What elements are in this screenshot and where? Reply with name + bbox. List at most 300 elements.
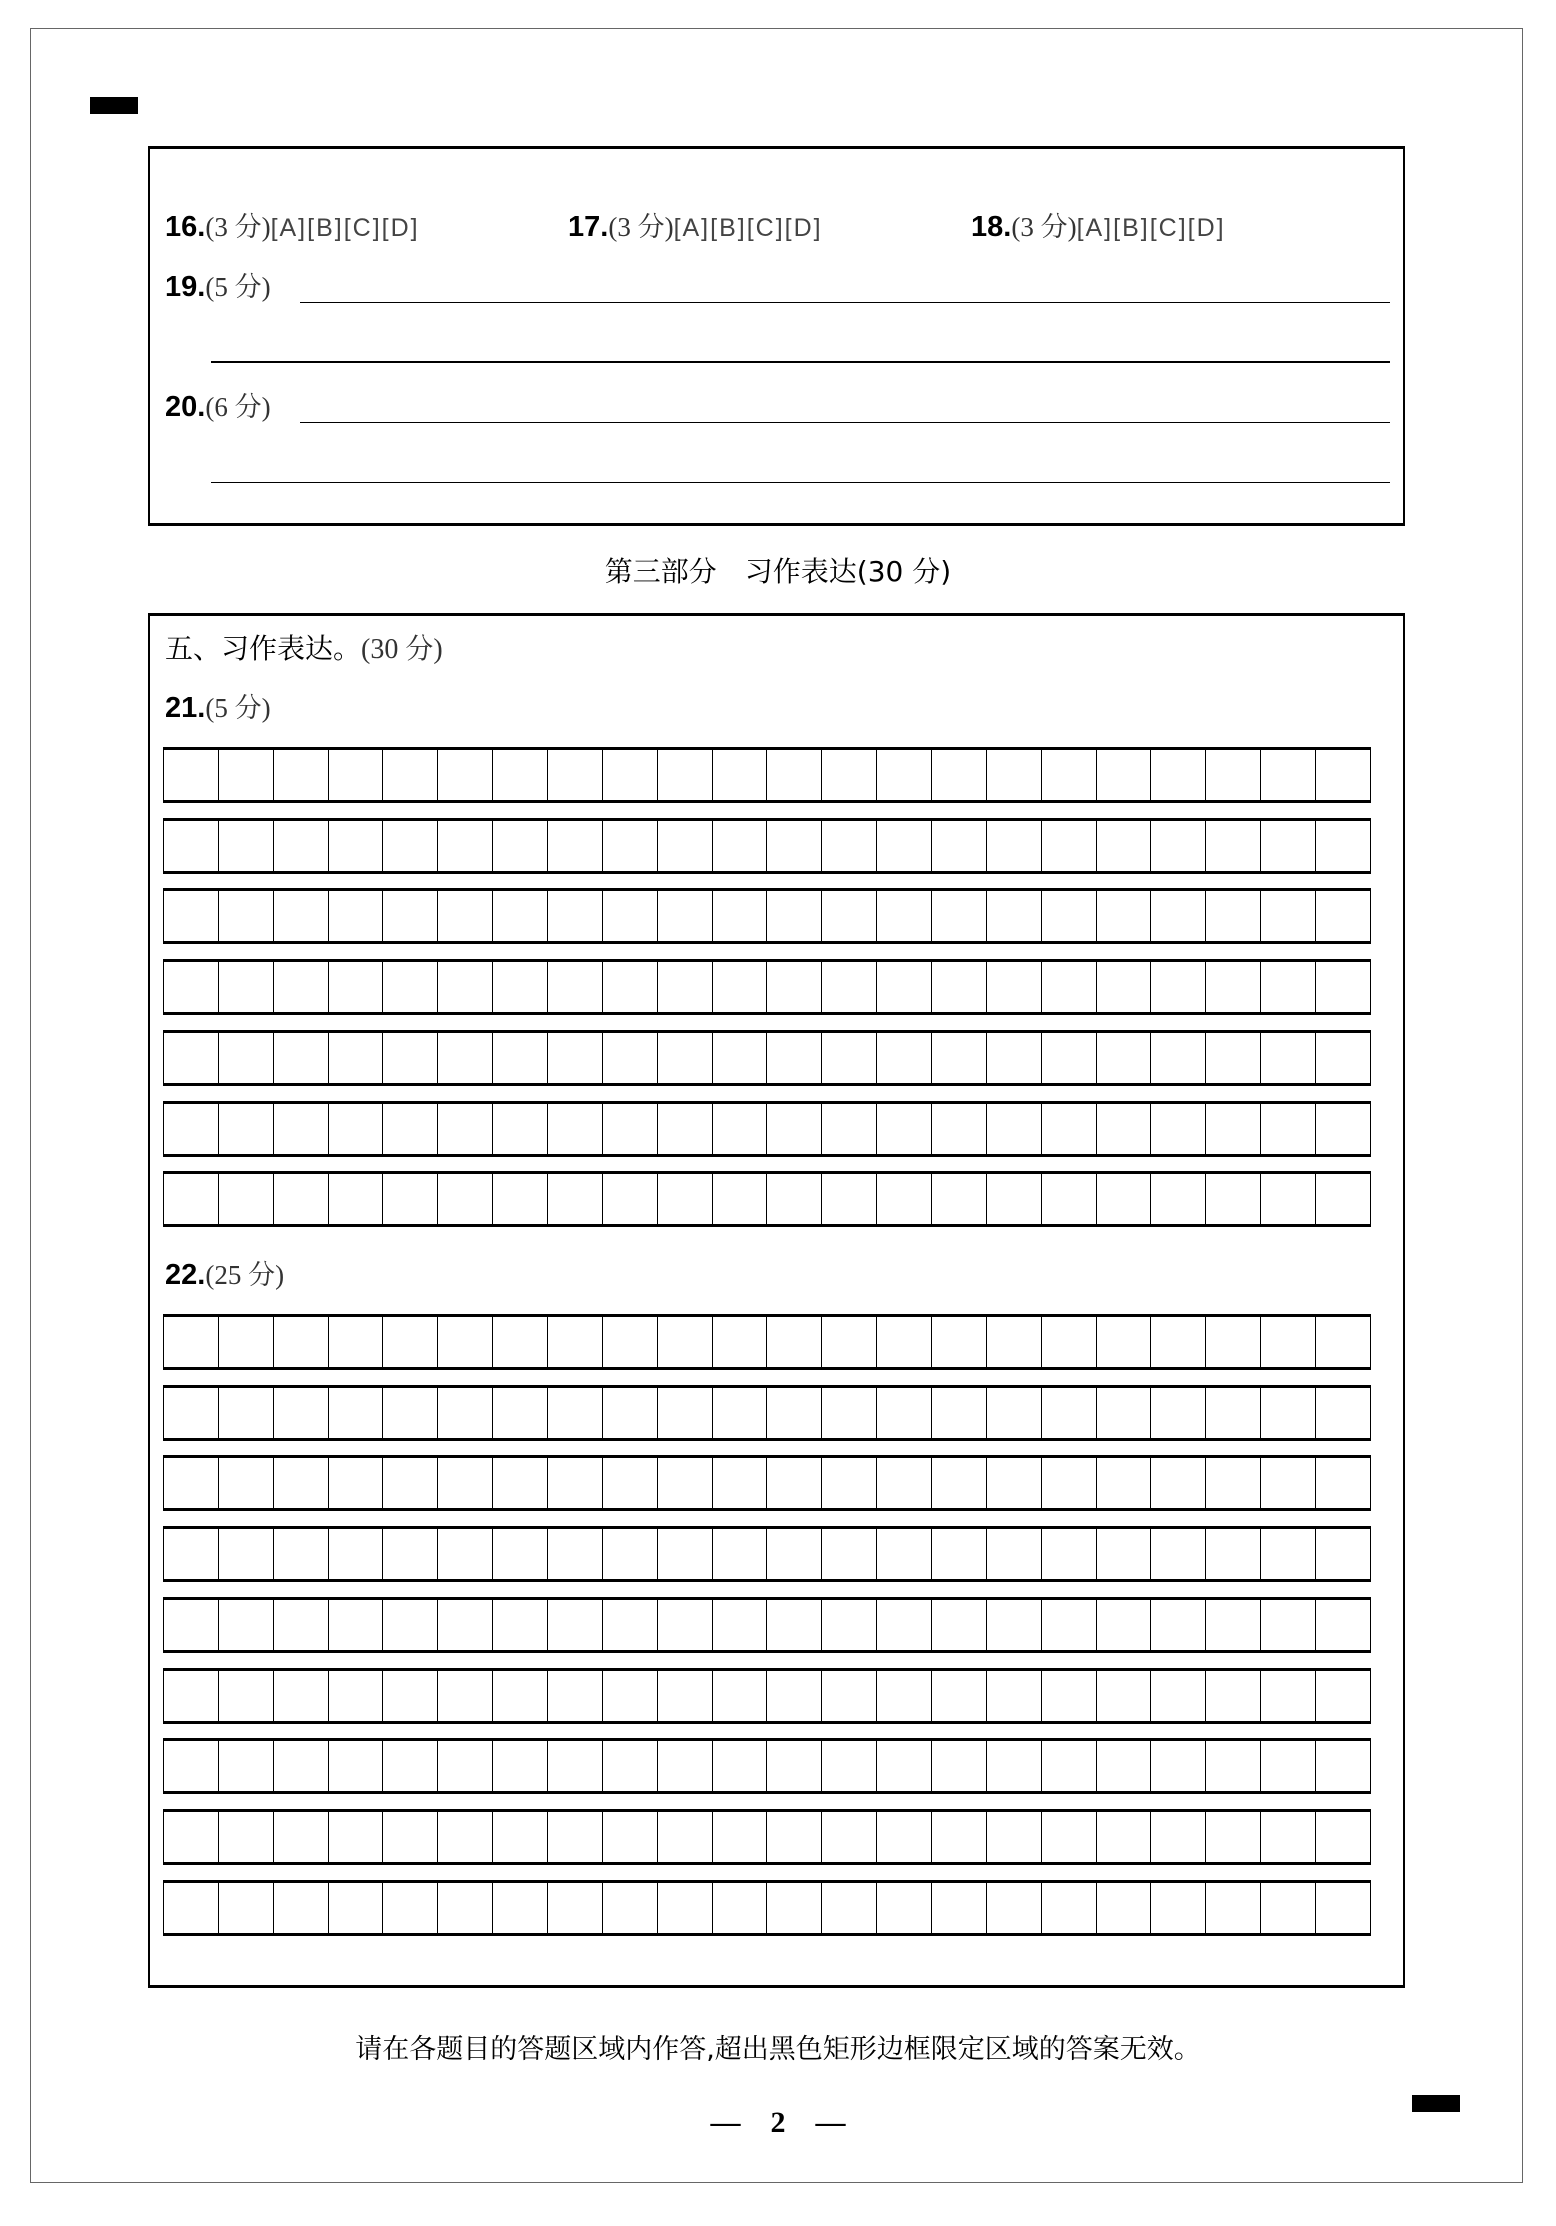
grid-cell[interactable] (1206, 750, 1261, 800)
grid-cell[interactable] (658, 1529, 713, 1579)
grid-cell[interactable] (1097, 1104, 1152, 1154)
grid-cell[interactable] (493, 1388, 548, 1438)
question-18[interactable] (971, 205, 1226, 244)
grid-cell[interactable] (1042, 1104, 1097, 1154)
grid-cell[interactable] (1042, 821, 1097, 871)
grid-cell[interactable] (274, 1317, 329, 1367)
grid-cell[interactable] (1206, 1174, 1261, 1224)
grid-cell[interactable] (822, 750, 877, 800)
grid-cell[interactable] (548, 1883, 603, 1933)
grid-cell[interactable] (822, 1033, 877, 1083)
grid-cell[interactable] (1042, 891, 1097, 941)
grid-cell[interactable] (987, 1317, 1042, 1367)
grid-cell[interactable] (603, 891, 658, 941)
question-17[interactable] (568, 205, 823, 244)
grid-cell[interactable] (1097, 750, 1152, 800)
grid-cell[interactable] (658, 1174, 713, 1224)
grid-cell[interactable] (493, 821, 548, 871)
grid-cell[interactable] (493, 1883, 548, 1933)
grid-cell[interactable] (658, 1033, 713, 1083)
grid-cell[interactable] (1042, 1812, 1097, 1862)
grid-cell[interactable] (493, 750, 548, 800)
grid-cell[interactable] (1042, 1388, 1097, 1438)
grid-cell[interactable] (932, 1174, 987, 1224)
grid-cell[interactable] (767, 1458, 822, 1508)
grid-cell[interactable] (822, 821, 877, 871)
grid-cell[interactable] (1151, 1600, 1206, 1650)
grid-cell[interactable] (274, 1033, 329, 1083)
grid-cell[interactable] (932, 1388, 987, 1438)
grid-cell[interactable] (658, 821, 713, 871)
grid-cell[interactable] (767, 1741, 822, 1791)
grid-cell[interactable] (713, 1388, 768, 1438)
grid-cell[interactable] (438, 1458, 493, 1508)
grid-cell[interactable] (822, 1458, 877, 1508)
grid-cell[interactable] (219, 1388, 274, 1438)
grid-cell[interactable] (493, 962, 548, 1012)
grid-cell[interactable] (1042, 1174, 1097, 1224)
grid-cell[interactable] (1151, 1671, 1206, 1721)
grid-cell[interactable] (1261, 1812, 1316, 1862)
grid-cell[interactable] (1042, 1033, 1097, 1083)
grid-cell[interactable] (603, 821, 658, 871)
grid-cell[interactable] (1316, 1104, 1371, 1154)
grid-cell[interactable] (1097, 1174, 1152, 1224)
grid-cell[interactable] (1206, 1033, 1261, 1083)
grid-cell[interactable] (767, 1388, 822, 1438)
grid-cell[interactable] (1151, 1317, 1206, 1367)
grid-cell[interactable] (329, 1317, 384, 1367)
grid-cell[interactable] (274, 1458, 329, 1508)
grid-cell[interactable] (383, 1033, 438, 1083)
grid-cell[interactable] (219, 1458, 274, 1508)
grid-cell[interactable] (219, 821, 274, 871)
grid-cell[interactable] (877, 1529, 932, 1579)
grid-cell[interactable] (603, 1883, 658, 1933)
grid-cell[interactable] (1316, 1174, 1371, 1224)
grid-cell[interactable] (438, 1671, 493, 1721)
grid-cell[interactable] (713, 1104, 768, 1154)
answer-line-19a[interactable] (300, 302, 1390, 303)
grid-cell[interactable] (1151, 1104, 1206, 1154)
grid-cell[interactable] (274, 1529, 329, 1579)
grid-cell[interactable] (877, 1741, 932, 1791)
question-16[interactable] (165, 205, 420, 244)
grid-cell[interactable] (1316, 1458, 1371, 1508)
grid-cell[interactable] (713, 1741, 768, 1791)
grid-cell[interactable] (1206, 962, 1261, 1012)
grid-cell[interactable] (329, 750, 384, 800)
grid-cell[interactable] (164, 1174, 219, 1224)
grid-cell[interactable] (1261, 1104, 1316, 1154)
grid-cell[interactable] (1261, 1174, 1316, 1224)
choice-options[interactable]: [A][B][C][D] (270, 214, 420, 242)
grid-cell[interactable] (329, 1671, 384, 1721)
grid-cell[interactable] (1097, 1812, 1152, 1862)
grid-cell[interactable] (1261, 1033, 1316, 1083)
grid-cell[interactable] (877, 1458, 932, 1508)
grid-cell[interactable] (713, 821, 768, 871)
grid-cell[interactable] (1206, 821, 1261, 871)
grid-cell[interactable] (932, 1883, 987, 1933)
grid-cell[interactable] (767, 1317, 822, 1367)
grid-cell[interactable] (548, 1104, 603, 1154)
grid-cell[interactable] (274, 891, 329, 941)
grid-cell[interactable] (1206, 1671, 1261, 1721)
grid-cell[interactable] (1042, 1600, 1097, 1650)
grid-cell[interactable] (1206, 1458, 1261, 1508)
grid-cell[interactable] (274, 1104, 329, 1154)
grid-cell[interactable] (932, 962, 987, 1012)
grid-cell[interactable] (713, 962, 768, 1012)
grid-cell[interactable] (822, 1812, 877, 1862)
grid-cell[interactable] (438, 1104, 493, 1154)
grid-cell[interactable] (1261, 1529, 1316, 1579)
grid-cell[interactable] (219, 1317, 274, 1367)
grid-cell[interactable] (1042, 750, 1097, 800)
grid-cell[interactable] (603, 1741, 658, 1791)
grid-cell[interactable] (603, 1458, 658, 1508)
grid-cell[interactable] (493, 1741, 548, 1791)
grid-cell[interactable] (1261, 1600, 1316, 1650)
grid-cell[interactable] (767, 750, 822, 800)
grid-cell[interactable] (987, 1033, 1042, 1083)
grid-cell[interactable] (877, 891, 932, 941)
grid-cell[interactable] (438, 891, 493, 941)
grid-cell[interactable] (1261, 821, 1316, 871)
grid-cell[interactable] (822, 962, 877, 1012)
grid-cell[interactable] (1097, 1529, 1152, 1579)
grid-cell[interactable] (932, 1812, 987, 1862)
grid-cell[interactable] (603, 1104, 658, 1154)
grid-cell[interactable] (877, 962, 932, 1012)
grid-cell[interactable] (1316, 1883, 1371, 1933)
grid-cell[interactable] (767, 1812, 822, 1862)
grid-cell[interactable] (932, 1671, 987, 1721)
grid-cell[interactable] (438, 1529, 493, 1579)
grid-cell[interactable] (493, 1033, 548, 1083)
grid-cell[interactable] (219, 1671, 274, 1721)
grid-cell[interactable] (329, 1104, 384, 1154)
grid-cell[interactable] (877, 750, 932, 800)
grid-cell[interactable] (383, 1741, 438, 1791)
grid-cell[interactable] (767, 1883, 822, 1933)
grid-cell[interactable] (877, 1812, 932, 1862)
grid-cell[interactable] (164, 1529, 219, 1579)
grid-cell[interactable] (329, 891, 384, 941)
grid-cell[interactable] (658, 1317, 713, 1367)
grid-cell[interactable] (438, 1883, 493, 1933)
grid-cell[interactable] (1316, 821, 1371, 871)
grid-cell[interactable] (164, 1104, 219, 1154)
grid-cell[interactable] (987, 1600, 1042, 1650)
grid-cell[interactable] (219, 1033, 274, 1083)
grid-cell[interactable] (822, 1529, 877, 1579)
grid-cell[interactable] (603, 1671, 658, 1721)
grid-cell[interactable] (1316, 1600, 1371, 1650)
grid-cell[interactable] (548, 1033, 603, 1083)
grid-cell[interactable] (274, 1741, 329, 1791)
grid-cell[interactable] (658, 750, 713, 800)
grid-cell[interactable] (987, 1458, 1042, 1508)
grid-cell[interactable] (1316, 1529, 1371, 1579)
grid-cell[interactable] (164, 962, 219, 1012)
grid-cell[interactable] (1261, 1741, 1316, 1791)
grid-cell[interactable] (383, 962, 438, 1012)
grid-cell[interactable] (987, 1104, 1042, 1154)
grid-cell[interactable] (164, 750, 219, 800)
grid-cell[interactable] (877, 1104, 932, 1154)
grid-cell[interactable] (548, 1388, 603, 1438)
grid-cell[interactable] (1261, 1671, 1316, 1721)
grid-cell[interactable] (383, 1388, 438, 1438)
grid-cell[interactable] (987, 891, 1042, 941)
choice-options[interactable]: [A][B][C][D] (673, 214, 823, 242)
grid-cell[interactable] (932, 891, 987, 941)
grid-cell[interactable] (658, 1388, 713, 1438)
answer-line-19b[interactable] (211, 361, 1390, 363)
grid-cell[interactable] (1261, 750, 1316, 800)
grid-cell[interactable] (987, 1388, 1042, 1438)
grid-cell[interactable] (1097, 891, 1152, 941)
grid-cell[interactable] (329, 1458, 384, 1508)
grid-cell[interactable] (548, 962, 603, 1012)
grid-cell[interactable] (767, 962, 822, 1012)
grid-cell[interactable] (767, 891, 822, 941)
grid-cell[interactable] (493, 1600, 548, 1650)
grid-cell[interactable] (274, 1600, 329, 1650)
grid-cell[interactable] (713, 891, 768, 941)
grid-cell[interactable] (1261, 1458, 1316, 1508)
grid-cell[interactable] (1206, 1104, 1261, 1154)
grid-cell[interactable] (1261, 962, 1316, 1012)
grid-cell[interactable] (713, 1317, 768, 1367)
grid-cell[interactable] (548, 1812, 603, 1862)
grid-cell[interactable] (932, 1458, 987, 1508)
grid-cell[interactable] (1206, 1600, 1261, 1650)
grid-cell[interactable] (274, 750, 329, 800)
grid-cell[interactable] (329, 1033, 384, 1083)
grid-cell[interactable] (1042, 1529, 1097, 1579)
grid-cell[interactable] (877, 1174, 932, 1224)
grid-cell[interactable] (877, 821, 932, 871)
grid-cell[interactable] (164, 1812, 219, 1862)
grid-cell[interactable] (219, 1104, 274, 1154)
grid-cell[interactable] (1151, 891, 1206, 941)
grid-cell[interactable] (548, 1317, 603, 1367)
grid-cell[interactable] (822, 1741, 877, 1791)
grid-cell[interactable] (1316, 1388, 1371, 1438)
grid-cell[interactable] (164, 1741, 219, 1791)
grid-cell[interactable] (1097, 1388, 1152, 1438)
grid-cell[interactable] (932, 1317, 987, 1367)
grid-cell[interactable] (548, 1741, 603, 1791)
grid-cell[interactable] (329, 1388, 384, 1438)
grid-cell[interactable] (438, 1741, 493, 1791)
grid-cell[interactable] (383, 1104, 438, 1154)
grid-cell[interactable] (493, 1812, 548, 1862)
grid-cell[interactable] (1097, 1317, 1152, 1367)
grid-cell[interactable] (1097, 1033, 1152, 1083)
grid-cell[interactable] (932, 1033, 987, 1083)
grid-cell[interactable] (274, 1671, 329, 1721)
grid-cell[interactable] (329, 1174, 384, 1224)
grid-cell[interactable] (1151, 821, 1206, 871)
grid-cell[interactable] (548, 750, 603, 800)
grid-cell[interactable] (603, 1600, 658, 1650)
grid-cell[interactable] (164, 1883, 219, 1933)
grid-cell[interactable] (1261, 1388, 1316, 1438)
grid-cell[interactable] (1042, 962, 1097, 1012)
answer-line-20b[interactable] (211, 482, 1390, 483)
grid-cell[interactable] (164, 821, 219, 871)
grid-cell[interactable] (822, 1600, 877, 1650)
grid-cell[interactable] (603, 1174, 658, 1224)
grid-cell[interactable] (658, 1741, 713, 1791)
grid-cell[interactable] (603, 1033, 658, 1083)
grid-cell[interactable] (713, 1671, 768, 1721)
grid-cell[interactable] (603, 750, 658, 800)
grid-cell[interactable] (1097, 1600, 1152, 1650)
grid-cell[interactable] (1316, 1741, 1371, 1791)
grid-cell[interactable] (658, 1104, 713, 1154)
grid-cell[interactable] (877, 1600, 932, 1650)
grid-cell[interactable] (603, 1529, 658, 1579)
grid-cell[interactable] (1042, 1671, 1097, 1721)
grid-cell[interactable] (383, 1317, 438, 1367)
grid-cell[interactable] (219, 1600, 274, 1650)
grid-cell[interactable] (164, 891, 219, 941)
grid-cell[interactable] (1151, 1883, 1206, 1933)
grid-cell[interactable] (1206, 1317, 1261, 1367)
grid-cell[interactable] (438, 962, 493, 1012)
grid-cell[interactable] (767, 1529, 822, 1579)
grid-cell[interactable] (767, 821, 822, 871)
grid-cell[interactable] (767, 1174, 822, 1224)
grid-cell[interactable] (932, 1529, 987, 1579)
grid-cell[interactable] (987, 1671, 1042, 1721)
grid-cell[interactable] (1206, 891, 1261, 941)
grid-cell[interactable] (877, 1883, 932, 1933)
grid-cell[interactable] (164, 1600, 219, 1650)
grid-cell[interactable] (1316, 1317, 1371, 1367)
grid-cell[interactable] (713, 1174, 768, 1224)
grid-cell[interactable] (438, 1388, 493, 1438)
grid-cell[interactable] (822, 1174, 877, 1224)
grid-cell[interactable] (1261, 1317, 1316, 1367)
grid-cell[interactable] (1206, 1883, 1261, 1933)
grid-cell[interactable] (932, 750, 987, 800)
grid-cell[interactable] (932, 1741, 987, 1791)
grid-cell[interactable] (877, 1033, 932, 1083)
grid-cell[interactable] (932, 821, 987, 871)
grid-cell[interactable] (1316, 1033, 1371, 1083)
grid-cell[interactable] (822, 1317, 877, 1367)
grid-cell[interactable] (329, 1883, 384, 1933)
grid-cell[interactable] (1206, 1741, 1261, 1791)
grid-cell[interactable] (438, 750, 493, 800)
grid-cell[interactable] (1151, 962, 1206, 1012)
grid-cell[interactable] (713, 1883, 768, 1933)
grid-cell[interactable] (1261, 891, 1316, 941)
grid-cell[interactable] (1151, 1529, 1206, 1579)
grid-cell[interactable] (383, 750, 438, 800)
grid-cell[interactable] (164, 1033, 219, 1083)
grid-cell[interactable] (274, 1812, 329, 1862)
grid-cell[interactable] (1206, 1388, 1261, 1438)
grid-cell[interactable] (987, 1529, 1042, 1579)
grid-cell[interactable] (1261, 1883, 1316, 1933)
grid-cell[interactable] (658, 1883, 713, 1933)
grid-cell[interactable] (548, 1600, 603, 1650)
grid-cell[interactable] (383, 1458, 438, 1508)
grid-cell[interactable] (493, 1317, 548, 1367)
grid-cell[interactable] (219, 1174, 274, 1224)
grid-cell[interactable] (164, 1458, 219, 1508)
grid-cell[interactable] (274, 821, 329, 871)
grid-cell[interactable] (658, 1812, 713, 1862)
grid-cell[interactable] (164, 1317, 219, 1367)
grid-cell[interactable] (383, 1529, 438, 1579)
grid-cell[interactable] (1316, 1812, 1371, 1862)
grid-cell[interactable] (987, 1883, 1042, 1933)
grid-cell[interactable] (713, 1033, 768, 1083)
grid-cell[interactable] (1316, 962, 1371, 1012)
grid-cell[interactable] (1042, 1883, 1097, 1933)
grid-cell[interactable] (329, 1741, 384, 1791)
grid-cell[interactable] (658, 1600, 713, 1650)
grid-cell[interactable] (274, 1883, 329, 1933)
grid-cell[interactable] (713, 1812, 768, 1862)
grid-cell[interactable] (1097, 1458, 1152, 1508)
grid-cell[interactable] (1151, 1388, 1206, 1438)
grid-cell[interactable] (1042, 1317, 1097, 1367)
grid-cell[interactable] (987, 962, 1042, 1012)
grid-cell[interactable] (1097, 1883, 1152, 1933)
grid-cell[interactable] (493, 1529, 548, 1579)
grid-cell[interactable] (822, 1671, 877, 1721)
grid-cell[interactable] (438, 1033, 493, 1083)
grid-cell[interactable] (658, 1458, 713, 1508)
grid-cell[interactable] (493, 1104, 548, 1154)
grid-cell[interactable] (1151, 1458, 1206, 1508)
grid-cell[interactable] (1151, 1741, 1206, 1791)
grid-cell[interactable] (1316, 750, 1371, 800)
grid-cell[interactable] (383, 1174, 438, 1224)
grid-cell[interactable] (329, 1600, 384, 1650)
grid-cell[interactable] (658, 962, 713, 1012)
answer-line-20a[interactable] (300, 422, 1390, 423)
grid-cell[interactable] (383, 1671, 438, 1721)
grid-cell[interactable] (713, 1600, 768, 1650)
grid-cell[interactable] (274, 1174, 329, 1224)
grid-cell[interactable] (1097, 962, 1152, 1012)
grid-cell[interactable] (329, 1812, 384, 1862)
grid-cell[interactable] (219, 750, 274, 800)
grid-cell[interactable] (877, 1317, 932, 1367)
grid-cell[interactable] (1151, 750, 1206, 800)
grid-cell[interactable] (164, 1388, 219, 1438)
grid-cell[interactable] (822, 1388, 877, 1438)
grid-cell[interactable] (329, 1529, 384, 1579)
grid-cell[interactable] (877, 1388, 932, 1438)
grid-cell[interactable] (219, 891, 274, 941)
grid-cell[interactable] (548, 1671, 603, 1721)
grid-cell[interactable] (1097, 1671, 1152, 1721)
grid-cell[interactable] (1316, 1671, 1371, 1721)
grid-cell[interactable] (383, 1812, 438, 1862)
grid-cell[interactable] (548, 821, 603, 871)
